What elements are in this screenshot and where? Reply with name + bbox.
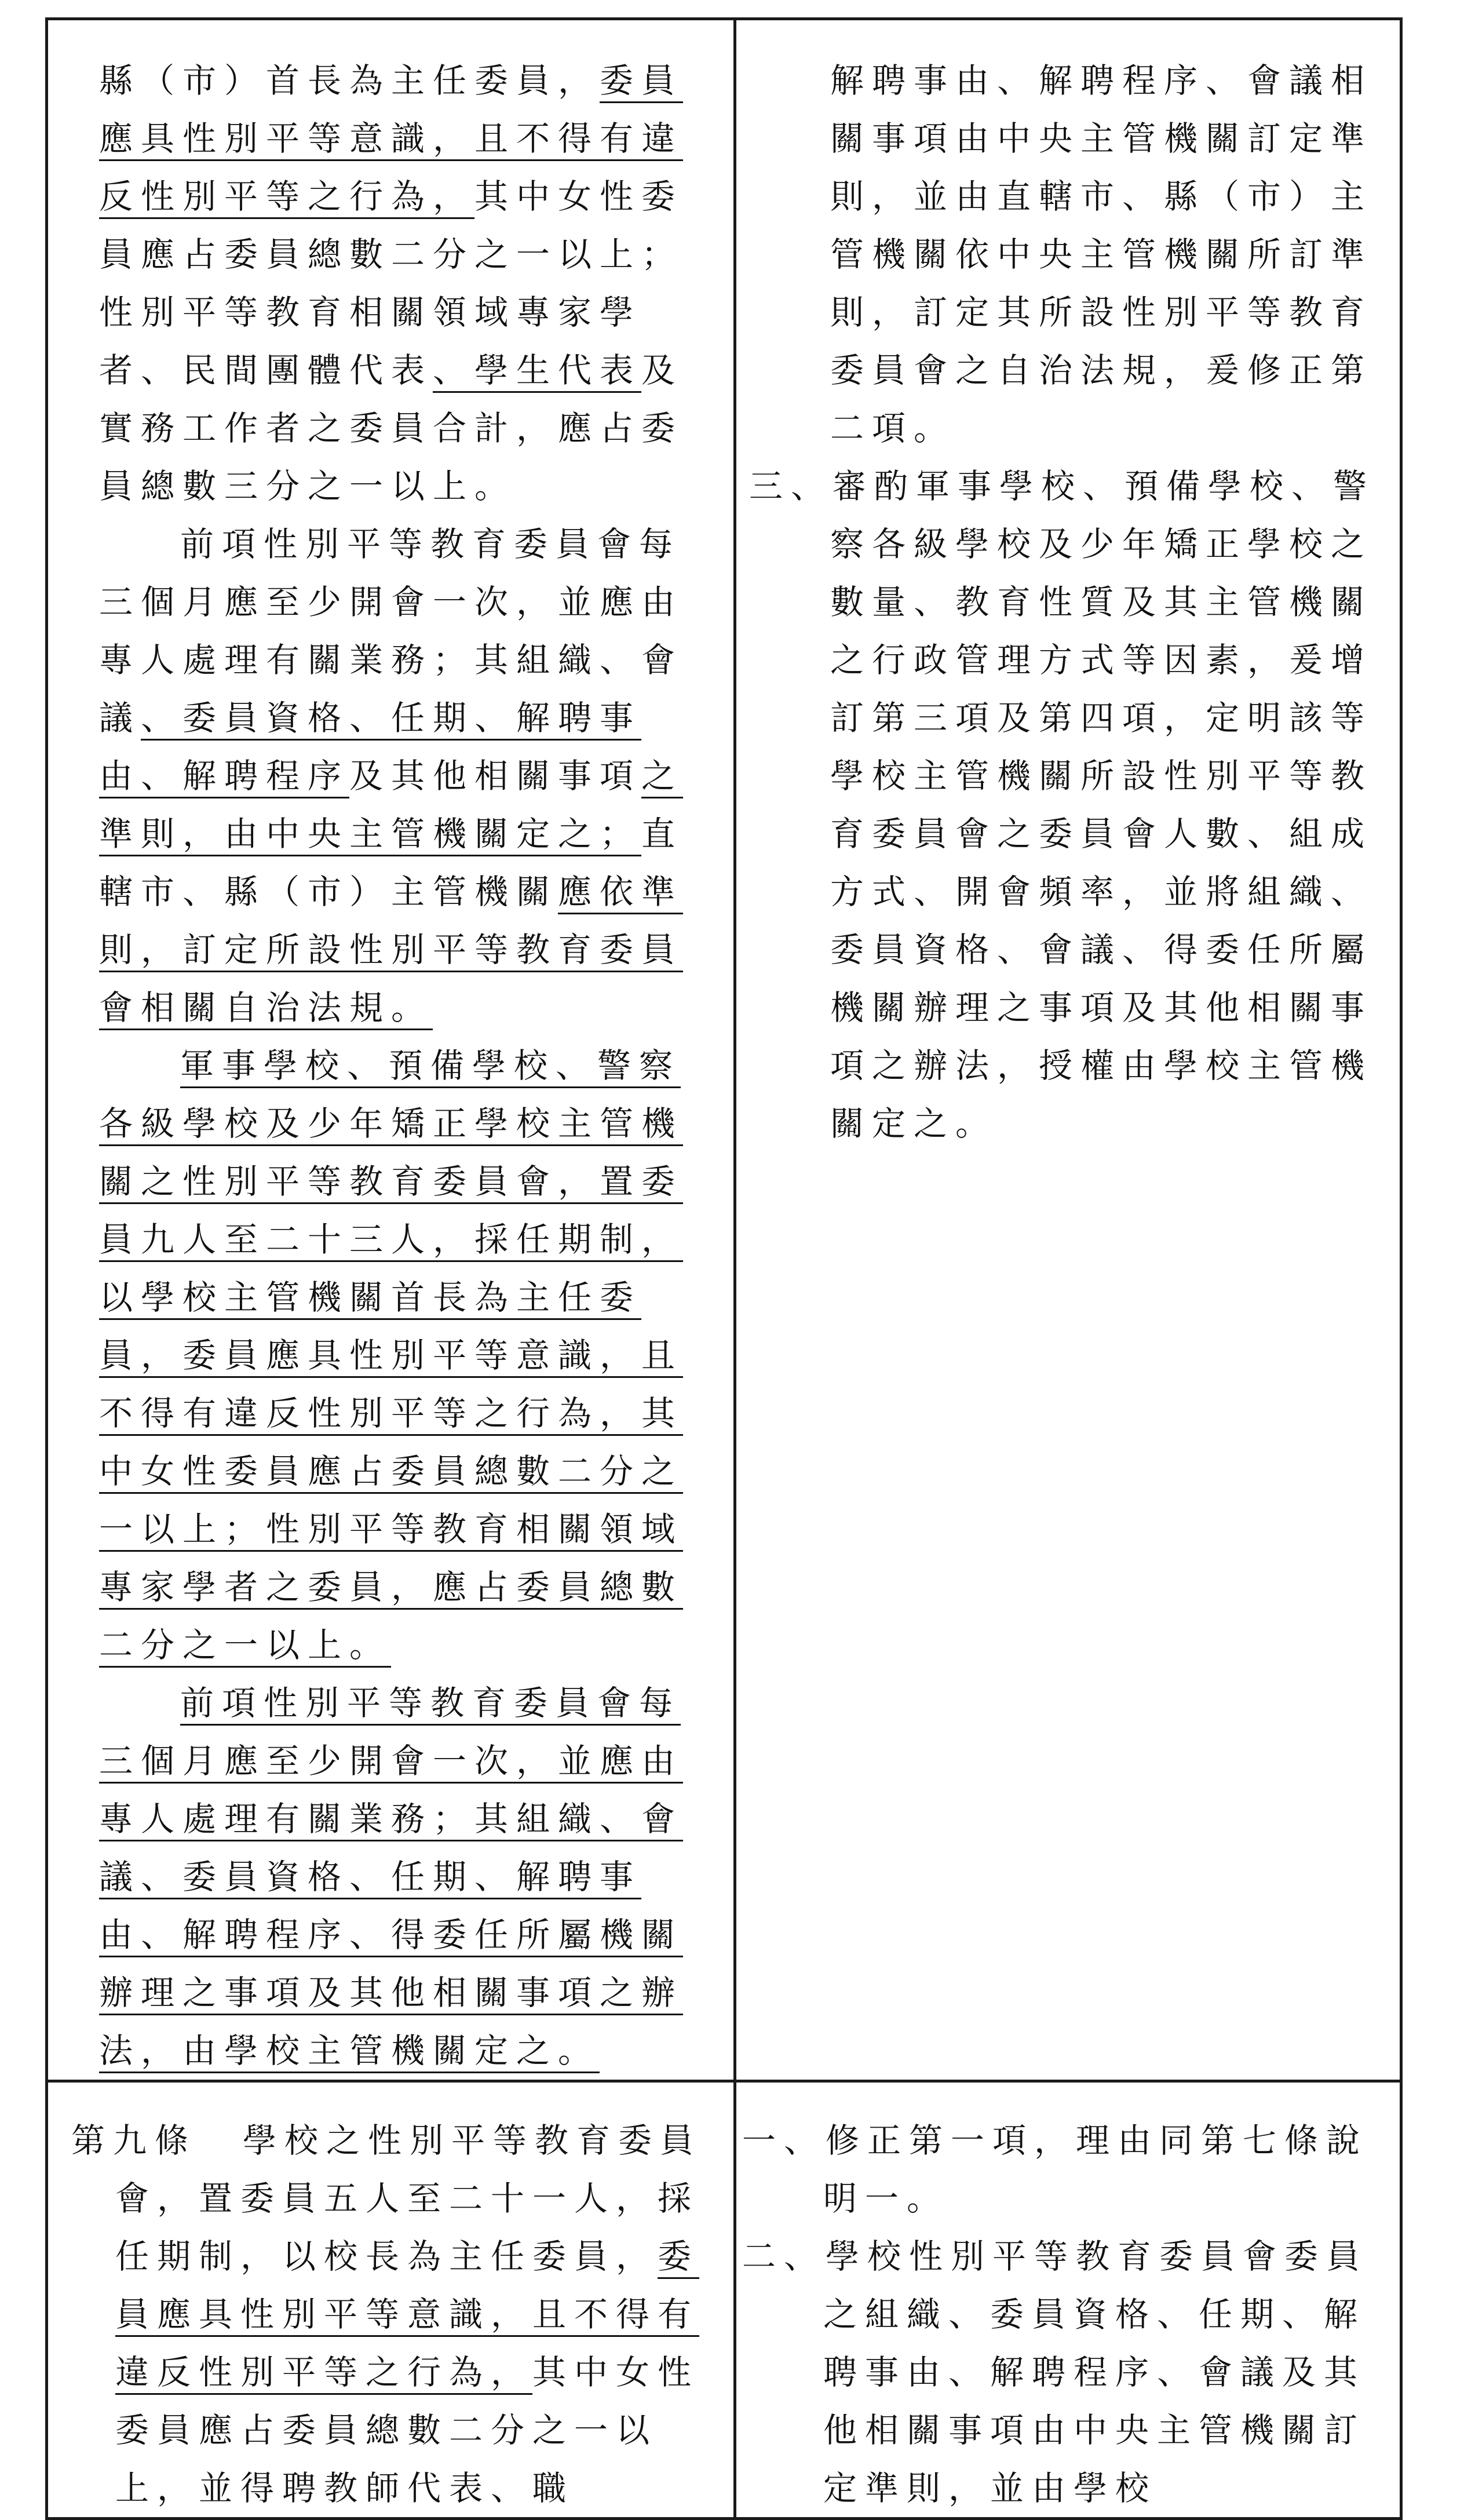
amended-text-cell bbox=[47, 19, 735, 2081]
explanation-cell bbox=[735, 19, 1401, 2081]
text-segment: 及其他相關事項 bbox=[349, 756, 642, 796]
amendment-comparison-table bbox=[45, 17, 1403, 2520]
article-label: 第九條 bbox=[71, 2121, 197, 2160]
item-text: 學校性別平等教育委員會委員之組織、委員資格、任期、解聘事由、解聘程序、會議及其他相關事項由中央主管機關訂定準則，並由學校 bbox=[823, 2237, 1368, 2508]
paragraph-4 bbox=[99, 1674, 717, 2080]
table-row bbox=[47, 19, 1401, 2081]
explanation-item-1 bbox=[742, 2111, 1386, 2227]
item-marker: 三、 bbox=[749, 466, 833, 506]
text-segment: 前項性別平等教育委員會每三個月應至少開會一次，並應由專人處理有關業務；其組織、會議 bbox=[99, 524, 684, 738]
item-text: 修正第一項，理由同第七條說明一。 bbox=[823, 2121, 1368, 2218]
amended-underlined-text: 應依準則，訂定所設性別平等教育委員會相關自治法規。 bbox=[99, 872, 684, 1027]
article-9-explanation bbox=[736, 2083, 1400, 2517]
text-segment: 縣（市）首長為主任委員， bbox=[99, 61, 600, 100]
paragraph-3 bbox=[99, 1037, 717, 1674]
table-row bbox=[47, 2081, 1401, 2519]
explanation-cell bbox=[735, 2081, 1401, 2519]
text-segment: 學校之性別平等教育委員會，置委員五人至二十一人，採任期制，以校長為主任委員， bbox=[115, 2121, 702, 2276]
amended-text-cell bbox=[47, 2081, 735, 2519]
amended-underlined-text: 前項性別平等教育委員會每三個月應至少開會一次，並應由專人處理有關業務；其組織、會議、委員資格、任期、解聘事由、解聘程序、得委任所屬機關辦理之事項及其他相關事項之辦法，由學校主管機關定之。 bbox=[99, 1683, 684, 2070]
paragraph-1 bbox=[99, 52, 717, 515]
article-9-paragraph bbox=[71, 2111, 717, 2517]
explanation-content bbox=[736, 20, 1400, 1153]
amended-underlined-text: 、委員資格、任期、解聘事由、解聘程序 bbox=[99, 698, 642, 796]
text-segment: 其中女性委員應占委員總數二分之一以上；性別平等教育相關領域專家學者、民間團體代表 bbox=[99, 177, 684, 390]
paragraph-2 bbox=[99, 515, 717, 1037]
article-9-text bbox=[115, 2121, 702, 2508]
amended-text-content bbox=[48, 20, 733, 2080]
item-marker: 二、 bbox=[742, 2237, 826, 2276]
amended-underlined-text: 軍事學校、預備學校、警察各級學校及少年矯正學校主管機關之性別平等教育委員會，置委員九人至二十三人，採任期制，以學校主管機關首長為主任委員，委員應具性別平等意識，且不得有違反性別平等之行為，其中女性委員應占委員總數二分之一以上；性別平等教育相關領域專家學者之委員，應占委員總數二分之一以上。 bbox=[99, 1046, 684, 1665]
amended-underlined-text: 委員應具性別平等意識，且不得有違反性別平等之行為， bbox=[99, 61, 684, 216]
amended-underlined-text: 之準則，由中央主管機關定之； bbox=[99, 756, 684, 854]
item-text: 審酌軍事學校、預備學校、警察各級學校及少年矯正學校之數量、教育性質及其主管機關之行政管理方式等因素，爰增訂第三項及第四項，定明該等學校主管機關所設性別平等教育委員會之委員會人數、組成方式、開會頻率，並將組織、委員資格、會議、得委任所屬機關辦理之事項及其他相關事項之辦法，授權由學校主管機關定之。 bbox=[830, 466, 1375, 1143]
explanation-item-2-continuation: 解聘事由、解聘程序、會議相關事項由中央主管機關訂定準則，並由直轄市、縣（市）主管機關依中央主管機關所訂準則，訂定其所設性別平等教育委員會之自治法規，爰修正第二項。 bbox=[830, 61, 1373, 448]
text-segment: 及實務工作者之委員合計，應占委員總數三分之一以上。 bbox=[99, 351, 684, 506]
text-segment: 直轄市、縣（市）主管機關 bbox=[99, 814, 684, 911]
explanation-item-2 bbox=[742, 2227, 1386, 2517]
item-marker: 一、 bbox=[742, 2121, 826, 2160]
amended-underlined-text: 、學生代表 bbox=[433, 351, 642, 390]
explanation-item-3 bbox=[749, 457, 1386, 1153]
article-9-content bbox=[48, 2083, 733, 2517]
amended-underlined-text: 委員應具性別平等意識，且不得有違反性別平等之行為， bbox=[115, 2237, 700, 2392]
text-segment: 其中女性委員應占委員總數二分之一以上，並得聘教師代表、職 bbox=[115, 2353, 700, 2508]
